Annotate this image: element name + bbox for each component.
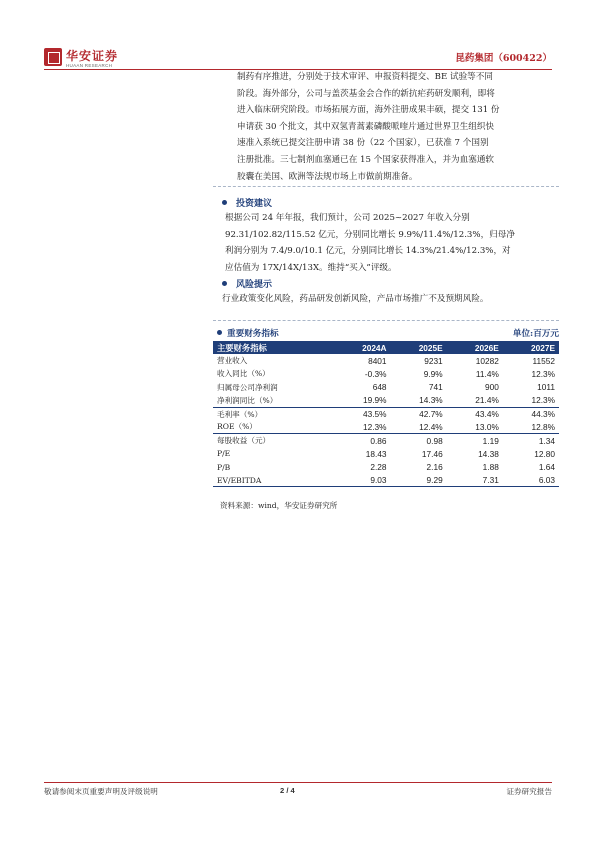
bullet-dot-icon [222,200,227,205]
row-label: P/B [217,462,231,472]
table-source: 资料来源：wind，华安证券研究所 [220,501,338,510]
table-cell: 12.80 [534,448,555,459]
footer-disclaimer-link[interactable]: 敬请参阅末页重要声明及评级说明 [44,787,158,796]
logo-text: 华安证券 [66,49,119,63]
table-cell: 7.31 [447,474,503,487]
table-cell: 12.3% [531,395,555,406]
table-cell: 12.8% [531,421,555,432]
table-cell: 6.03 [503,474,559,487]
intro-line: 胶囊在美国、欧洲等法规市场上市做前期准备。 [237,171,418,182]
row-label: 收入同比（%） [217,369,270,379]
row-label: 每股收益（元） [213,434,334,447]
table-cell: 21.4% [475,395,499,406]
risk-heading: 风险提示 [222,277,272,290]
table-unit: 单位:百万元 [512,329,559,339]
investment-line: 应估值为 17X/14X/13X。维持“买入”评级。 [225,262,397,273]
table-cell: 14.3% [419,395,443,406]
table-cell: 2.16 [426,462,443,473]
table-cell: 43.4% [447,407,503,420]
section-divider [213,186,559,187]
table-cell: 10282 [475,355,499,366]
row-label: 净利润同比（%） [217,395,278,405]
row-label: 归属母公司净利润 [217,382,278,392]
bullet-dot-icon [222,281,227,286]
page-number: 2 / 4 [280,786,295,795]
table-header-row [213,341,559,354]
table-title: 重要财务指标 [217,327,279,339]
risk-text: 行业政策变化风险，药品研发创新风险，产品市场推广不及预期风险。 [222,294,489,304]
table-row [213,420,559,433]
bullet-dot-icon [217,330,222,335]
investment-heading: 投资建议 [222,196,272,209]
col-header: 2024A [334,341,391,354]
investment-paragraph [225,210,515,276]
table-cell: 42.7% [391,407,447,420]
footer-rule [44,782,552,783]
table-cell: 13.0% [475,421,499,432]
table-cell: 1.88 [482,462,499,473]
col-header: 2026E [447,341,503,354]
table-cell: 900 [484,382,499,393]
table-cell: 19.9% [363,395,387,406]
col-header: 主要财务指标 [213,341,334,354]
table-cell: 44.3% [503,407,559,420]
row-label: EV/EBITDA [213,474,334,487]
intro-line: 制药有序推进，分别处于技术审评、申报资料提交、BE 试验等不同 [237,72,493,82]
table-cell: 0.86 [334,434,391,447]
table-row [213,460,559,473]
table-row [213,367,559,380]
table-cell: 12.3% [531,368,555,379]
table-cell: 1011 [537,382,555,393]
intro-paragraph [237,69,557,185]
table-cell: 1.19 [447,434,503,447]
table-cell: 9.9% [423,368,443,379]
table-row [213,394,559,407]
table-cell: 1.64 [538,462,555,473]
intro-line: 速准入系统已提交注册申请 38 份（22 个国家），已获准 7 个国别 [237,138,489,149]
table-cell: 9.29 [391,474,447,487]
row-label: ROE（%） [217,422,257,432]
table-cell: 11552 [532,355,555,366]
table-row [213,407,559,420]
footer-report-type: 证券研究报告 [506,787,552,796]
row-label: 毛利率（%） [213,407,334,420]
table-cell: 18.43 [365,448,387,459]
row-label: 营业收入 [217,356,248,366]
row-label: P/E [217,449,231,459]
table-row [213,434,559,447]
investment-line: 利润分别为 7.4/9.0/10.1 亿元，分别同比增长 14.3%/21.4%/12.3%，对 [225,246,511,257]
table-cell: 12.3% [363,421,387,432]
table-cell: 14.38 [478,448,499,459]
table-row [213,354,559,367]
table-row [213,447,559,460]
intro-line: 进入临床研究阶段。市场拓展方面，海外注册成果丰硕，提交 131 份 [237,105,500,116]
table-cell: 648 [372,382,387,393]
col-header: 2027E [503,341,559,354]
company-title: 昆药集团（600422） [455,53,552,64]
intro-line: 申请获 30 个批文，其中双氢青蒿素磷酸哌喹片通过世界卫生组织快 [237,121,495,132]
table-cell: 1.34 [503,434,559,447]
table-cell: 11.4% [475,368,499,379]
table-cell: 43.5% [334,407,391,420]
section-divider [213,320,559,321]
intro-line: 注册批准。三七制剂血塞通已在 15 个国家获得准入，并为血塞通软 [237,154,495,165]
table-cell: 741 [428,382,443,393]
table-cell: 9.03 [334,474,391,487]
huaan-logo-icon [44,48,62,66]
logo-subtitle: HUAAN RESEARCH [66,63,113,68]
table-cell: 12.4% [419,421,443,432]
col-header: 2025E [391,341,447,354]
table-row [213,381,559,394]
intro-line: 阶段。海外部分，公司与盖茨基金会合作的新抗疟药研发顺利，即将 [237,88,495,99]
table-cell: 0.98 [391,434,447,447]
table-row [213,474,559,487]
table-cell: 2.28 [370,462,387,473]
table-cell: 17.46 [421,448,443,459]
financial-table [213,341,559,487]
investment-line: 根据公司 24 年年报，我们预计，公司 2025~2027 年收入分别 [225,213,470,223]
table-cell: -0.3% [364,368,387,379]
table-cell: 9231 [424,355,443,366]
table-cell: 8401 [368,355,387,366]
investment-line: 92.31/102.82/115.52 亿元，分别同比增长 9.9%/11.4%/12.3%，归母净 [225,229,515,240]
